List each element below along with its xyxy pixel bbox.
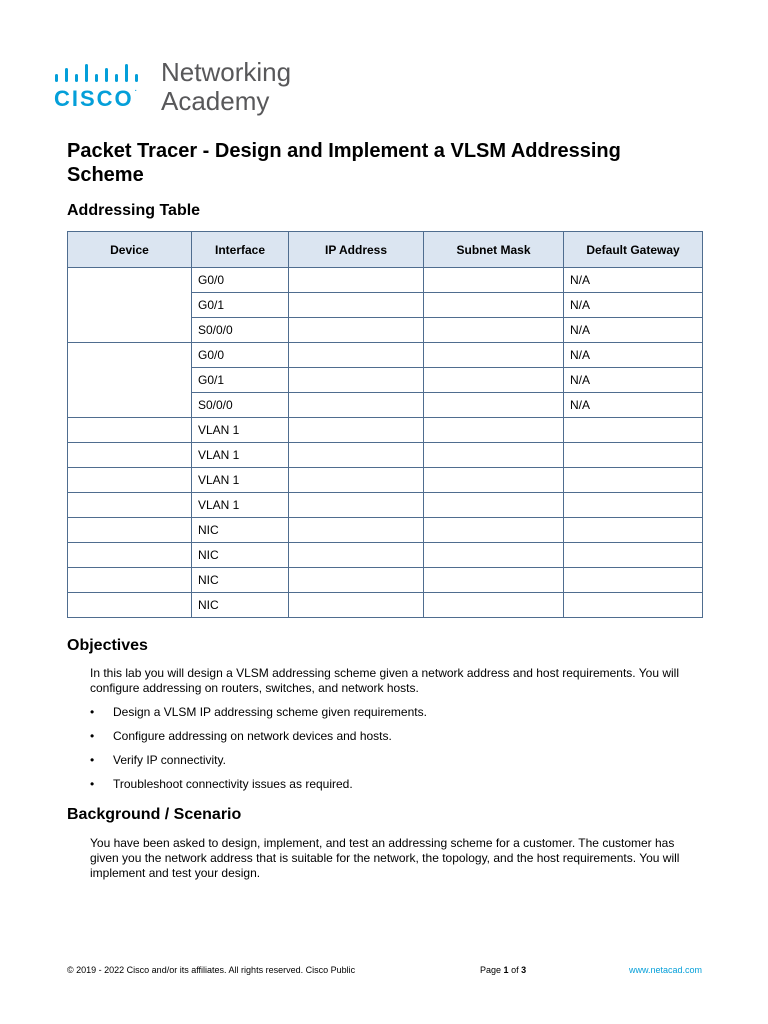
ip-address-cell: [289, 368, 424, 393]
subnet-mask-cell: [424, 568, 564, 593]
bullet-icon: •: [90, 705, 95, 719]
interface-cell: VLAN 1: [192, 468, 289, 493]
default-gateway-cell: [564, 443, 703, 468]
ip-address-cell: [289, 518, 424, 543]
default-gateway-cell: N/A: [564, 268, 703, 293]
table-row: [68, 268, 703, 293]
copyright-text: © 2019 - 2022 Cisco and/or its affiliates. All rights reserved. Cisco Public: [67, 965, 356, 975]
objectives-intro: In this lab you will design a VLSM addressing scheme given a network address and host requirements. You will configure addressing on routers, switches, and network hosts.: [90, 666, 679, 695]
cisco-bars-icon: [54, 62, 150, 88]
interface-cell: VLAN 1: [192, 443, 289, 468]
subnet-mask-cell: [424, 518, 564, 543]
ip-address-cell: [289, 343, 424, 368]
table-header-row: [68, 232, 703, 268]
default-gateway-cell: N/A: [564, 343, 703, 368]
subnet-mask-cell: [424, 468, 564, 493]
default-gateway-cell: [564, 593, 703, 618]
ip-address-cell: [289, 268, 424, 293]
list-item: • Configure addressing on network devices and hosts.: [90, 729, 392, 743]
ip-address-cell: [289, 443, 424, 468]
subnet-mask-cell: [424, 418, 564, 443]
list-item: • Design a VLSM IP addressing scheme given requirements.: [90, 705, 427, 719]
ip-address-cell: [289, 568, 424, 593]
table-row: [68, 418, 703, 443]
addressing-table-heading: Addressing Table: [67, 202, 201, 219]
table-row: [68, 493, 703, 518]
subnet-mask-cell: [424, 293, 564, 318]
subnet-mask-cell: [424, 443, 564, 468]
page-number: Page 1 of 3: [480, 965, 527, 975]
column-header: Default Gateway: [564, 232, 703, 268]
interface-cell: G0/1: [192, 368, 289, 393]
subnet-mask-cell: [424, 493, 564, 518]
default-gateway-cell: [564, 418, 703, 443]
interface-cell: S0/0/0: [192, 318, 289, 343]
device-cell: [68, 543, 192, 568]
subnet-mask-cell: [424, 393, 564, 418]
interface-cell: G0/0: [192, 343, 289, 368]
default-gateway-cell: N/A: [564, 293, 703, 318]
interface-cell: NIC: [192, 543, 289, 568]
column-header: Subnet Mask: [424, 232, 564, 268]
device-cell: [68, 443, 192, 468]
column-header: Interface: [192, 232, 289, 268]
default-gateway-cell: [564, 518, 703, 543]
device-cell: [68, 418, 192, 443]
interface-cell: G0/1: [192, 293, 289, 318]
interface-cell: NIC: [192, 568, 289, 593]
background-heading: Background / Scenario: [67, 806, 242, 823]
default-gateway-cell: [564, 468, 703, 493]
default-gateway-cell: N/A: [564, 368, 703, 393]
bullet-icon: •: [90, 729, 95, 743]
list-item: • Troubleshoot connectivity issues as required.: [90, 777, 353, 791]
table-row: [68, 468, 703, 493]
default-gateway-cell: [564, 568, 703, 593]
ip-address-cell: [289, 393, 424, 418]
table-row: [68, 543, 703, 568]
table-row: [68, 518, 703, 543]
interface-cell: VLAN 1: [192, 418, 289, 443]
subnet-mask-cell: [424, 593, 564, 618]
bullet-icon: •: [90, 753, 95, 767]
interface-cell: G0/0: [192, 268, 289, 293]
ip-address-cell: [289, 593, 424, 618]
default-gateway-cell: [564, 543, 703, 568]
ip-address-cell: [289, 468, 424, 493]
cisco-wordmark: CISCO.: [54, 86, 137, 111]
interface-cell: NIC: [192, 518, 289, 543]
document-title: Packet Tracer - Design and Implement a VLSM Addressing Scheme: [67, 140, 621, 186]
page-footer: [67, 965, 702, 979]
device-cell: [68, 468, 192, 493]
table-row: [68, 443, 703, 468]
objectives-list: [90, 705, 702, 801]
objectives-heading: Objectives: [67, 637, 148, 654]
netacad-link[interactable]: www.netacad.com: [628, 965, 702, 975]
addressing-table: [67, 231, 703, 618]
device-cell: [68, 568, 192, 593]
device-cell: [68, 593, 192, 618]
logo-academy-text: Academy: [161, 86, 270, 116]
default-gateway-cell: N/A: [564, 318, 703, 343]
interface-cell: VLAN 1: [192, 493, 289, 518]
bullet-icon: •: [90, 777, 95, 791]
interface-cell: S0/0/0: [192, 393, 289, 418]
column-header: IP Address: [289, 232, 424, 268]
table-row: [68, 343, 703, 368]
list-item: • Verify IP connectivity.: [90, 753, 226, 767]
default-gateway-cell: [564, 493, 703, 518]
device-cell: [68, 518, 192, 543]
background-text: You have been asked to design, implement, and test an addressing scheme for a customer. The customer has given you the network address that is suitable for the network, the topology, and the host requirements. You will implement and test your design.: [90, 836, 680, 880]
ip-address-cell: [289, 493, 424, 518]
interface-cell: NIC: [192, 593, 289, 618]
ip-address-cell: [289, 293, 424, 318]
subnet-mask-cell: [424, 318, 564, 343]
device-cell: [68, 343, 192, 418]
table-body: [68, 268, 703, 618]
logo-networking-text: Networking: [161, 57, 292, 87]
cisco-networking-academy-logo: [54, 56, 314, 118]
subnet-mask-cell: [424, 543, 564, 568]
default-gateway-cell: N/A: [564, 393, 703, 418]
subnet-mask-cell: [424, 343, 564, 368]
ip-address-cell: [289, 418, 424, 443]
ip-address-cell: [289, 318, 424, 343]
table-row: [68, 568, 703, 593]
device-cell: [68, 268, 192, 343]
table-row: [68, 593, 703, 618]
subnet-mask-cell: [424, 268, 564, 293]
subnet-mask-cell: [424, 368, 564, 393]
column-header: Device: [68, 232, 192, 268]
ip-address-cell: [289, 543, 424, 568]
device-cell: [68, 493, 192, 518]
